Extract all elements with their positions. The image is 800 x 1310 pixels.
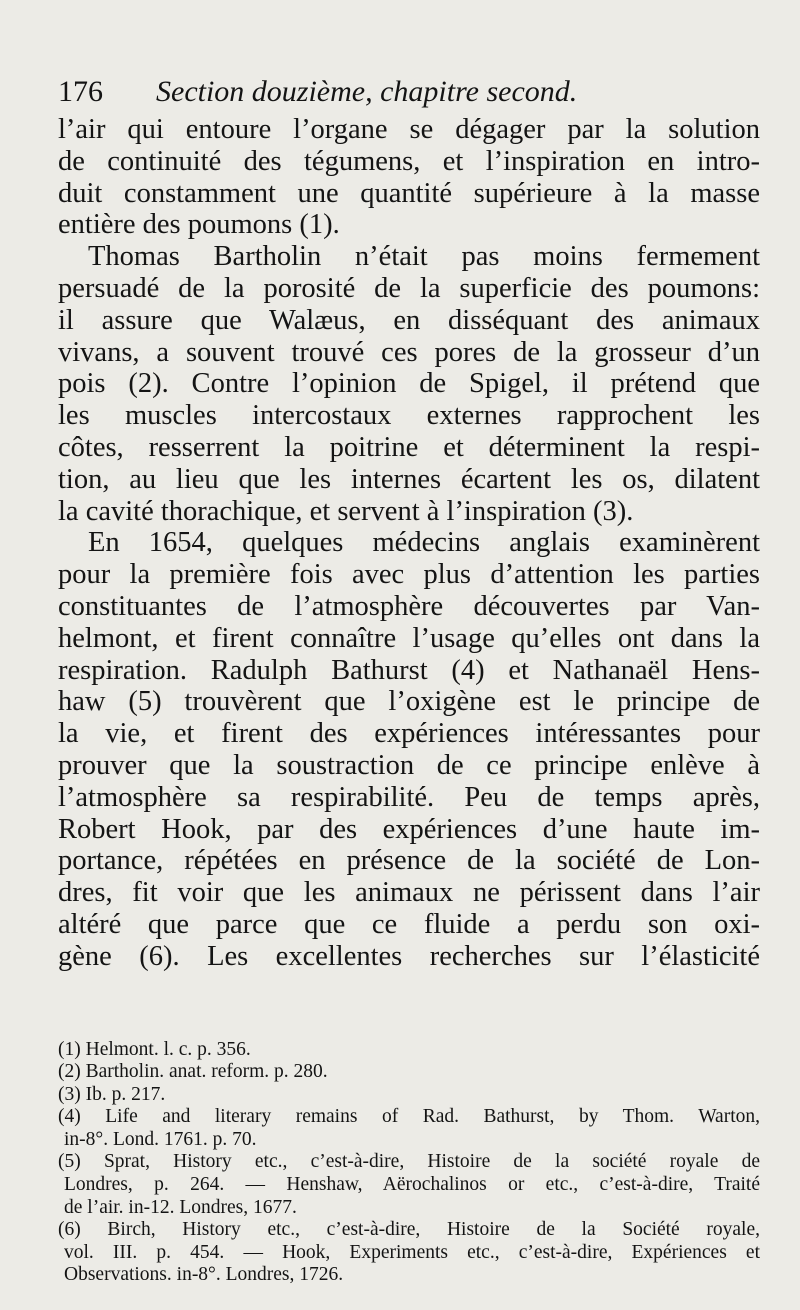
text-line: constituantes de l’atmosphère découvertes par Van-: [58, 590, 760, 622]
text-line: entière des poumons (1).: [58, 209, 340, 241]
text-line: altéré que parce que ce fluide a perdu son oxi-: [58, 908, 760, 940]
page-header: [58, 72, 760, 112]
text-line: la cavité thorachique, et servent à l’inspiration (3).: [58, 495, 634, 527]
footnote-line: (3) Ib. p. 217.: [58, 1083, 166, 1105]
text-line: tion, au lieu que les internes écartent les os, dilatent: [58, 463, 760, 495]
text-line: persuadé de la porosité de la superficie des poumons:: [58, 272, 760, 304]
text-line: côtes, resserrent la poitrine et déterminent la respi-: [58, 431, 760, 463]
text-line: pour la première fois avec plus d’attention les parties: [58, 559, 760, 591]
footnote-line: Londres, p. 264. — Henshaw, Aërochalinos or etc., c’est-à-dire, Traité: [64, 1174, 760, 1196]
text-line: l’air qui entoure l’organe se dégager par la solution: [58, 114, 760, 145]
text-line: duit constamment une quantité supérieure à la masse: [58, 177, 760, 209]
text-line: portance, répétées en présence de la société de Lon-: [58, 845, 760, 877]
running-title: Section douzième, chapitre second.: [156, 75, 578, 108]
footnote-line: in-8°. Lond. 1761. p. 70.: [64, 1128, 257, 1150]
text-line: Robert Hook, par des expériences d’une haute im-: [58, 813, 760, 845]
text-line: les muscles intercostaux externes rapprochent les: [58, 400, 760, 432]
text-line: de continuité des tégumens, et l’inspiration en intro-: [58, 145, 760, 177]
text-line: gène (6). Les excellentes recherches sur l’élasticité: [58, 940, 760, 972]
text-line: respiration. Radulph Bathurst (4) et Nathanaël Hens-: [58, 654, 760, 686]
footnote-line: (1) Helmont. l. c. p. 356.: [58, 1038, 251, 1060]
text-line: En 1654, quelques médecins anglais examinèrent: [88, 527, 760, 559]
text-line: dres, fit voir que les animaux ne périssent dans l’air: [58, 877, 760, 909]
footnote-line: (6) Birch, History etc., c’est-à-dire, Histoire de la Société royale,: [58, 1219, 760, 1241]
footnote-line: de l’air. in-12. Londres, 1677.: [64, 1196, 297, 1218]
body-text: [58, 114, 760, 973]
text-line: haw (5) trouvèrent que l’oxigène est le principe de: [58, 686, 760, 718]
text-line: l’atmosphère sa respirabilité. Peu de temps après,: [58, 781, 760, 813]
text-line: helmont, et firent connaître l’usage qu’elles ont dans la: [58, 622, 760, 654]
text-line: vivans, a souvent trouvé ces pores de la grosseur d’un: [58, 336, 760, 368]
text-line: la vie, et firent des expériences intéressantes pour: [58, 718, 760, 750]
text-line: Thomas Bartholin n’était pas moins fermement: [88, 241, 760, 273]
text-line: prouver que la soustraction de ce principe enlève à: [58, 749, 760, 781]
footnote-line: Observations. in-8°. Londres, 1726.: [64, 1264, 344, 1286]
footnote-line: (2) Bartholin. anat. reform. p. 280.: [58, 1061, 328, 1083]
footnotes: [58, 1039, 760, 1288]
footnote-line: (4) Life and literary remains of Rad. Bathurst, by Thom. Warton,: [58, 1106, 760, 1128]
text-line: pois (2). Contre l’opinion de Spigel, il prétend que: [58, 368, 760, 400]
page-number: 176: [58, 75, 103, 108]
footnote-line: vol. III. p. 454. — Hook, Experiments etc., c’est-à-dire, Expériences et: [64, 1241, 760, 1263]
footnote-line: (5) Sprat, History etc., c’est-à-dire, Histoire de la société royale de: [58, 1151, 760, 1173]
text-line: il assure que Walæus, en disséquant des animaux: [58, 304, 760, 336]
